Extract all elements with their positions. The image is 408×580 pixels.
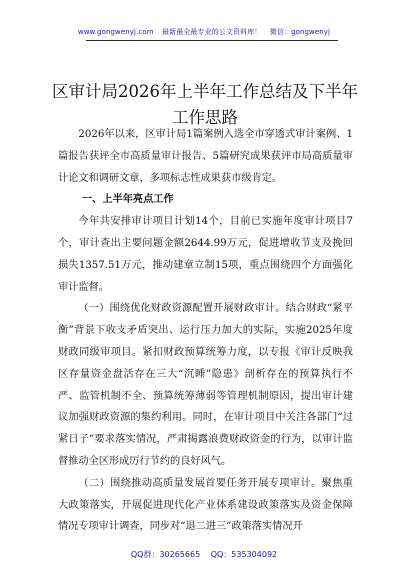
section-heading: 一、上半年亮点工作 (82, 194, 174, 206)
header-bar (0, 27, 408, 37)
wechat-id: 微信：gongwenyj (269, 28, 331, 36)
paragraph-overview: 今年共安排审计项目计划14个，目前已实施年度审计项目7个，审计查出主要问题金额2644.99万元，促进增收节支及挽回损失1357.51万元，推动建章立制15项，重点围绕四个方面强化审计监督。 (58, 216, 353, 293)
qq-group: QQ群：30265665 (130, 550, 201, 559)
footer-bar (0, 549, 408, 560)
site-url[interactable]: www.gongwenyj.com (77, 28, 154, 36)
intro-paragraph: 2026年以来，区审计局1篇案例入选全市穿透式审计案例、1篇报告获评全市高质量审计报告、5篇研究成果获评市局高质量审计论文和调研文章，多项标志性成果获市级肯定。 (58, 129, 353, 184)
header-divider (86, 40, 338, 41)
document-body (58, 124, 353, 538)
paragraph-special-audit: （二）围绕推动高质量发展首要任务开展专项审计。聚焦重大政策落实，开展促进现代化产业体系建设政策落实及资金保障情况专项审计调查，同步对“退二进三”政策落实情况开 (58, 477, 353, 533)
qq-contact: QQ：535304092 (210, 550, 278, 559)
document-title: 区审计局2026年上半年工作总结及下半年工作思路 (52, 82, 358, 128)
site-slogan: 最新最全最专业的公文资料库！ (162, 28, 262, 36)
paragraph-fiscal-audit: （一）围绕优化财政资源配置开展财政审计。结合财政“紧平衡”背景下收支矛盾突出、运行压力加大的实际，实施2025年度财政同级审项目。紧扣财政预算统筹力度，以专报《审计反映我区存量资金盘活存在三大“沉睡”隐患》剖析存在的预算执行不严、监管机制不全、预算统筹薄弱等管理机制原因，提出审计建议加强财政资源的集约利用。同时，在审计项目中关注各部门“过紧日子”要求落实情况，严肃揭露浪费财政资金的行为，以审计监督推动全区形成厉行节约的良好风气。 (58, 303, 353, 467)
